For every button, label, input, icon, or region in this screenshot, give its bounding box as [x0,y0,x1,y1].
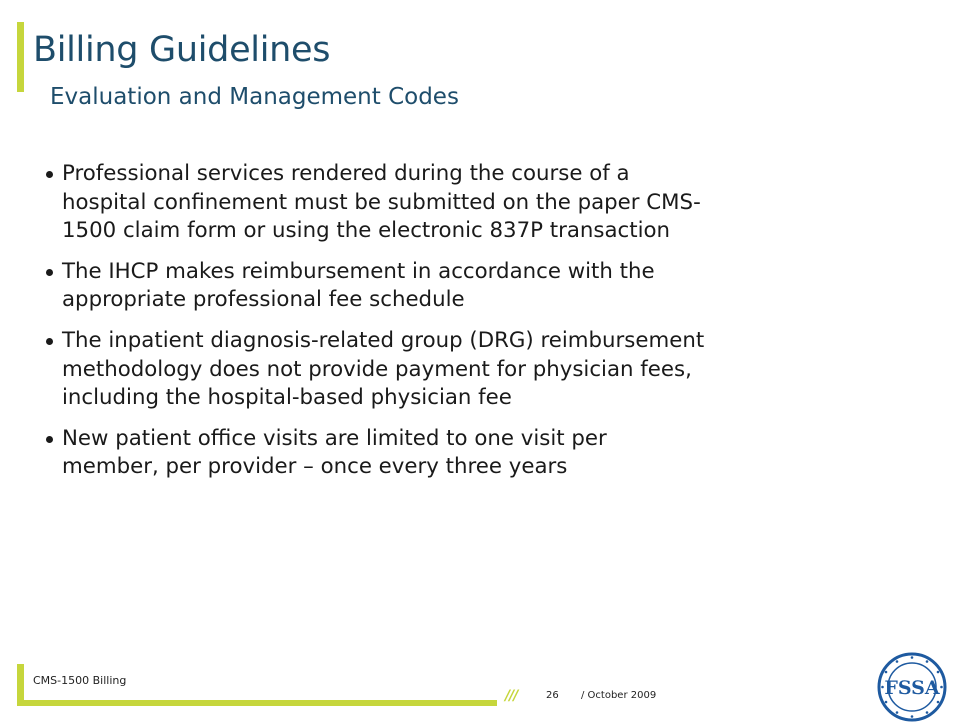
footer-slashes: /// [505,688,518,704]
bullet-dot-icon [46,171,53,178]
bullet-item [46,258,706,315]
footer-accent-bar-horizontal [17,700,497,706]
fssa-seal-icon [876,651,948,723]
bullet-dot-icon [46,269,53,276]
bullet-list [46,160,706,494]
bullet-item [46,425,706,482]
seal-monogram: FSSA [884,677,940,699]
bullet-text: The IHCP makes reimbursement in accordance with the appropriate professional fee schedule [62,258,655,313]
bullet-text: Professional services rendered during the course of a hospital confinement must be submitted on the paper CMS-1500 claim form or using the electronic 837P transaction [62,161,701,244]
title-accent-bar [17,22,24,92]
footer-date: / October 2009 [581,690,657,701]
page-number: 26 [546,690,559,701]
slide-title: Billing Guidelines [33,30,331,70]
bullet-item [46,327,706,413]
slide-subtitle: Evaluation and Management Codes [50,84,459,110]
bullet-dot-icon [46,338,53,345]
bullet-text: New patient office visits are limited to one visit per member, per provider – once every three years [62,425,607,480]
bullet-text: The inpatient diagnosis-related group (DRG) reimbursement methodology does not provide payment for physician fees, including the hospital-based physician fee [62,327,705,411]
footer-title: CMS-1500 Billing [33,674,127,687]
bullet-item [46,160,706,246]
bullet-dot-icon [46,436,53,443]
